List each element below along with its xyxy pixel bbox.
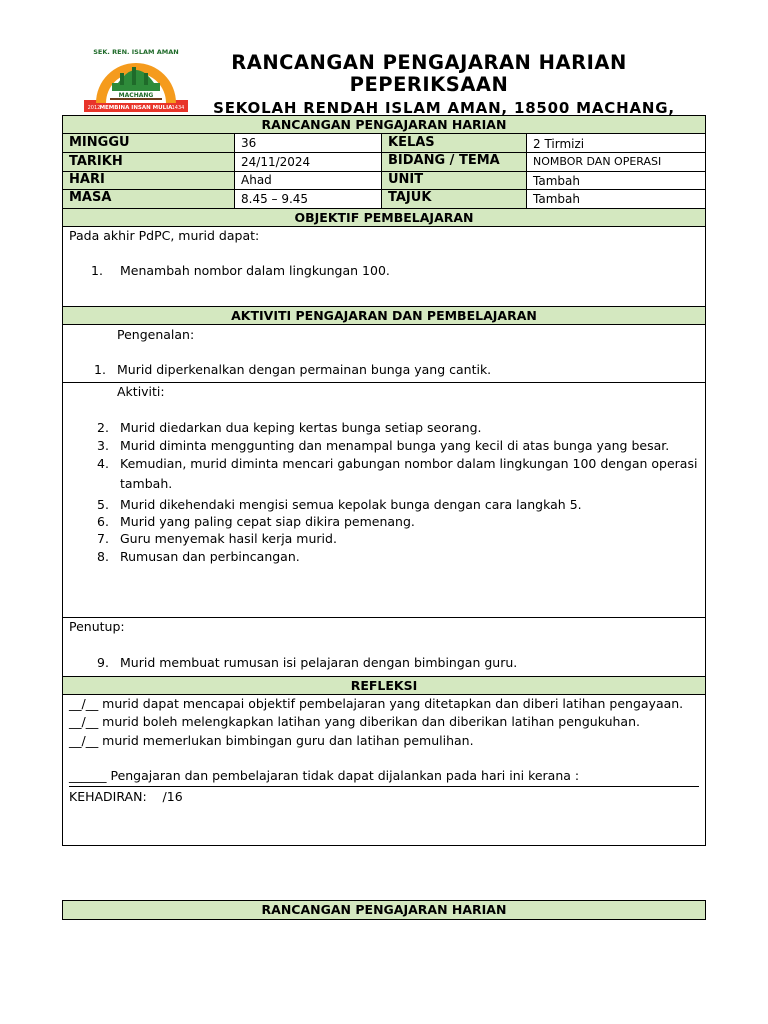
logo-year-left: 2012 <box>87 105 101 111</box>
aktiviti-label: Aktiviti: <box>117 384 165 399</box>
refleksi-line: __/__ murid memerlukan bimbingan guru dan latihan pemulihan. <box>69 733 474 748</box>
logo-motto: MEMBINA INSAN MULIA <box>99 105 173 111</box>
refleksi-heading: REFLEKSI <box>63 677 705 694</box>
hari-value: Ahad <box>241 173 272 187</box>
bidang-value: NOMBOR DAN OPERASI <box>533 155 662 168</box>
list-number: 3. <box>97 438 109 453</box>
aktiviti-item-continued: tambah. <box>120 476 173 491</box>
logo-year-right: 1434 <box>171 105 185 111</box>
table-title: RANCANGAN PENGAJARAN HARIAN <box>63 116 705 133</box>
list-number: 8. <box>97 549 109 564</box>
not-conducted-line: ______ Pengajaran dan pembelajaran tidak dapat dijalankan pada hari ini kerana : <box>69 768 580 783</box>
page-subtitle: PEPERIKSAAN <box>349 73 509 96</box>
minggu-value: 36 <box>241 136 257 150</box>
unit-value: Tambah <box>533 174 580 188</box>
pengenalan-label: Pengenalan: <box>117 327 195 342</box>
aktiviti-heading: AKTIVITI PENGAJARAN DAN PEMBELAJARAN <box>63 307 705 324</box>
objektif-heading: OBJEKTIF PEMBELAJARAN <box>63 209 705 226</box>
aktiviti-item: Murid diminta menggunting dan menampal bunga yang kecil di atas bunga yang besar. <box>120 438 670 453</box>
logo-arc-text: SEK. REN. ISLAM AMAN <box>93 48 179 56</box>
aktiviti-item: Murid dikehendaki mengisi semua kepolak bunga dengan cara langkah 5. <box>120 497 582 512</box>
bidang-label: BIDANG / TEMA <box>388 153 500 168</box>
list-number: 4. <box>97 456 109 471</box>
next-page-title: RANCANGAN PENGAJARAN HARIAN <box>62 900 706 920</box>
tajuk-label: TAJUK <box>388 190 432 205</box>
unit-label: UNIT <box>388 172 424 187</box>
objektif-item: Menambah nombor dalam lingkungan 100. <box>120 263 390 278</box>
page-title: RANCANGAN PENGAJARAN HARIAN <box>231 51 627 74</box>
penutup-item: Murid membuat rumusan isi pelajaran dengan bimbingan guru. <box>120 655 518 670</box>
hari-label: HARI <box>69 172 105 187</box>
refleksi-line: __/__ murid boleh melengkapkan latihan yang diberikan dan diberikan latihan pengukuhan. <box>69 714 640 729</box>
list-number: 1. <box>94 362 106 377</box>
kelas-label: KELAS <box>388 135 435 150</box>
tajuk-value: Tambah <box>533 192 580 206</box>
tarikh-label: TARIKH <box>69 154 123 169</box>
aktiviti-item: Murid diedarkan dua keping kertas bunga setiap seorang. <box>120 420 482 435</box>
list-number: 1. <box>91 263 103 278</box>
list-number: 9. <box>97 655 109 670</box>
logo-name: MACHANG <box>118 92 154 99</box>
aktiviti-item: Kemudian, murid diminta mencari gabungan nombor dalam lingkungan 100 dengan operasi <box>120 456 698 471</box>
list-number: 5. <box>97 497 109 512</box>
reason-underline <box>69 786 699 787</box>
list-number: 6. <box>97 514 109 529</box>
kelas-value: 2 Tirmizi <box>533 137 585 151</box>
masa-label: MASA <box>69 190 112 205</box>
list-number: 7. <box>97 531 109 546</box>
school-name: SEKOLAH RENDAH ISLAM AMAN, 18500 MACHANG, <box>213 99 675 115</box>
penutup-label: Penutup: <box>69 619 125 634</box>
aktiviti-item: Guru menyemak hasil kerja murid. <box>120 531 337 546</box>
tarikh-value: 24/11/2024 <box>241 155 311 169</box>
pengenalan-item: Murid diperkenalkan dengan permainan bunga yang cantik. <box>117 362 492 377</box>
list-number: 2. <box>97 420 109 435</box>
minggu-label: MINGGU <box>69 135 130 150</box>
refleksi-line: __/__ murid dapat mencapai objektif pembelajaran yang ditetapkan dan diberi latihan pengayaan. <box>69 696 684 711</box>
objektif-intro: Pada akhir PdPC, murid dapat: <box>69 228 260 243</box>
masa-value: 8.45 – 9.45 <box>241 192 309 206</box>
kehadiran: KEHADIRAN: /16 <box>69 789 183 804</box>
aktiviti-item: Murid yang paling cepat siap dikira pemenang. <box>120 514 415 529</box>
school-logo <box>82 43 190 115</box>
aktiviti-item: Rumusan dan perbincangan. <box>120 549 300 564</box>
lesson-plan-table <box>62 115 706 846</box>
